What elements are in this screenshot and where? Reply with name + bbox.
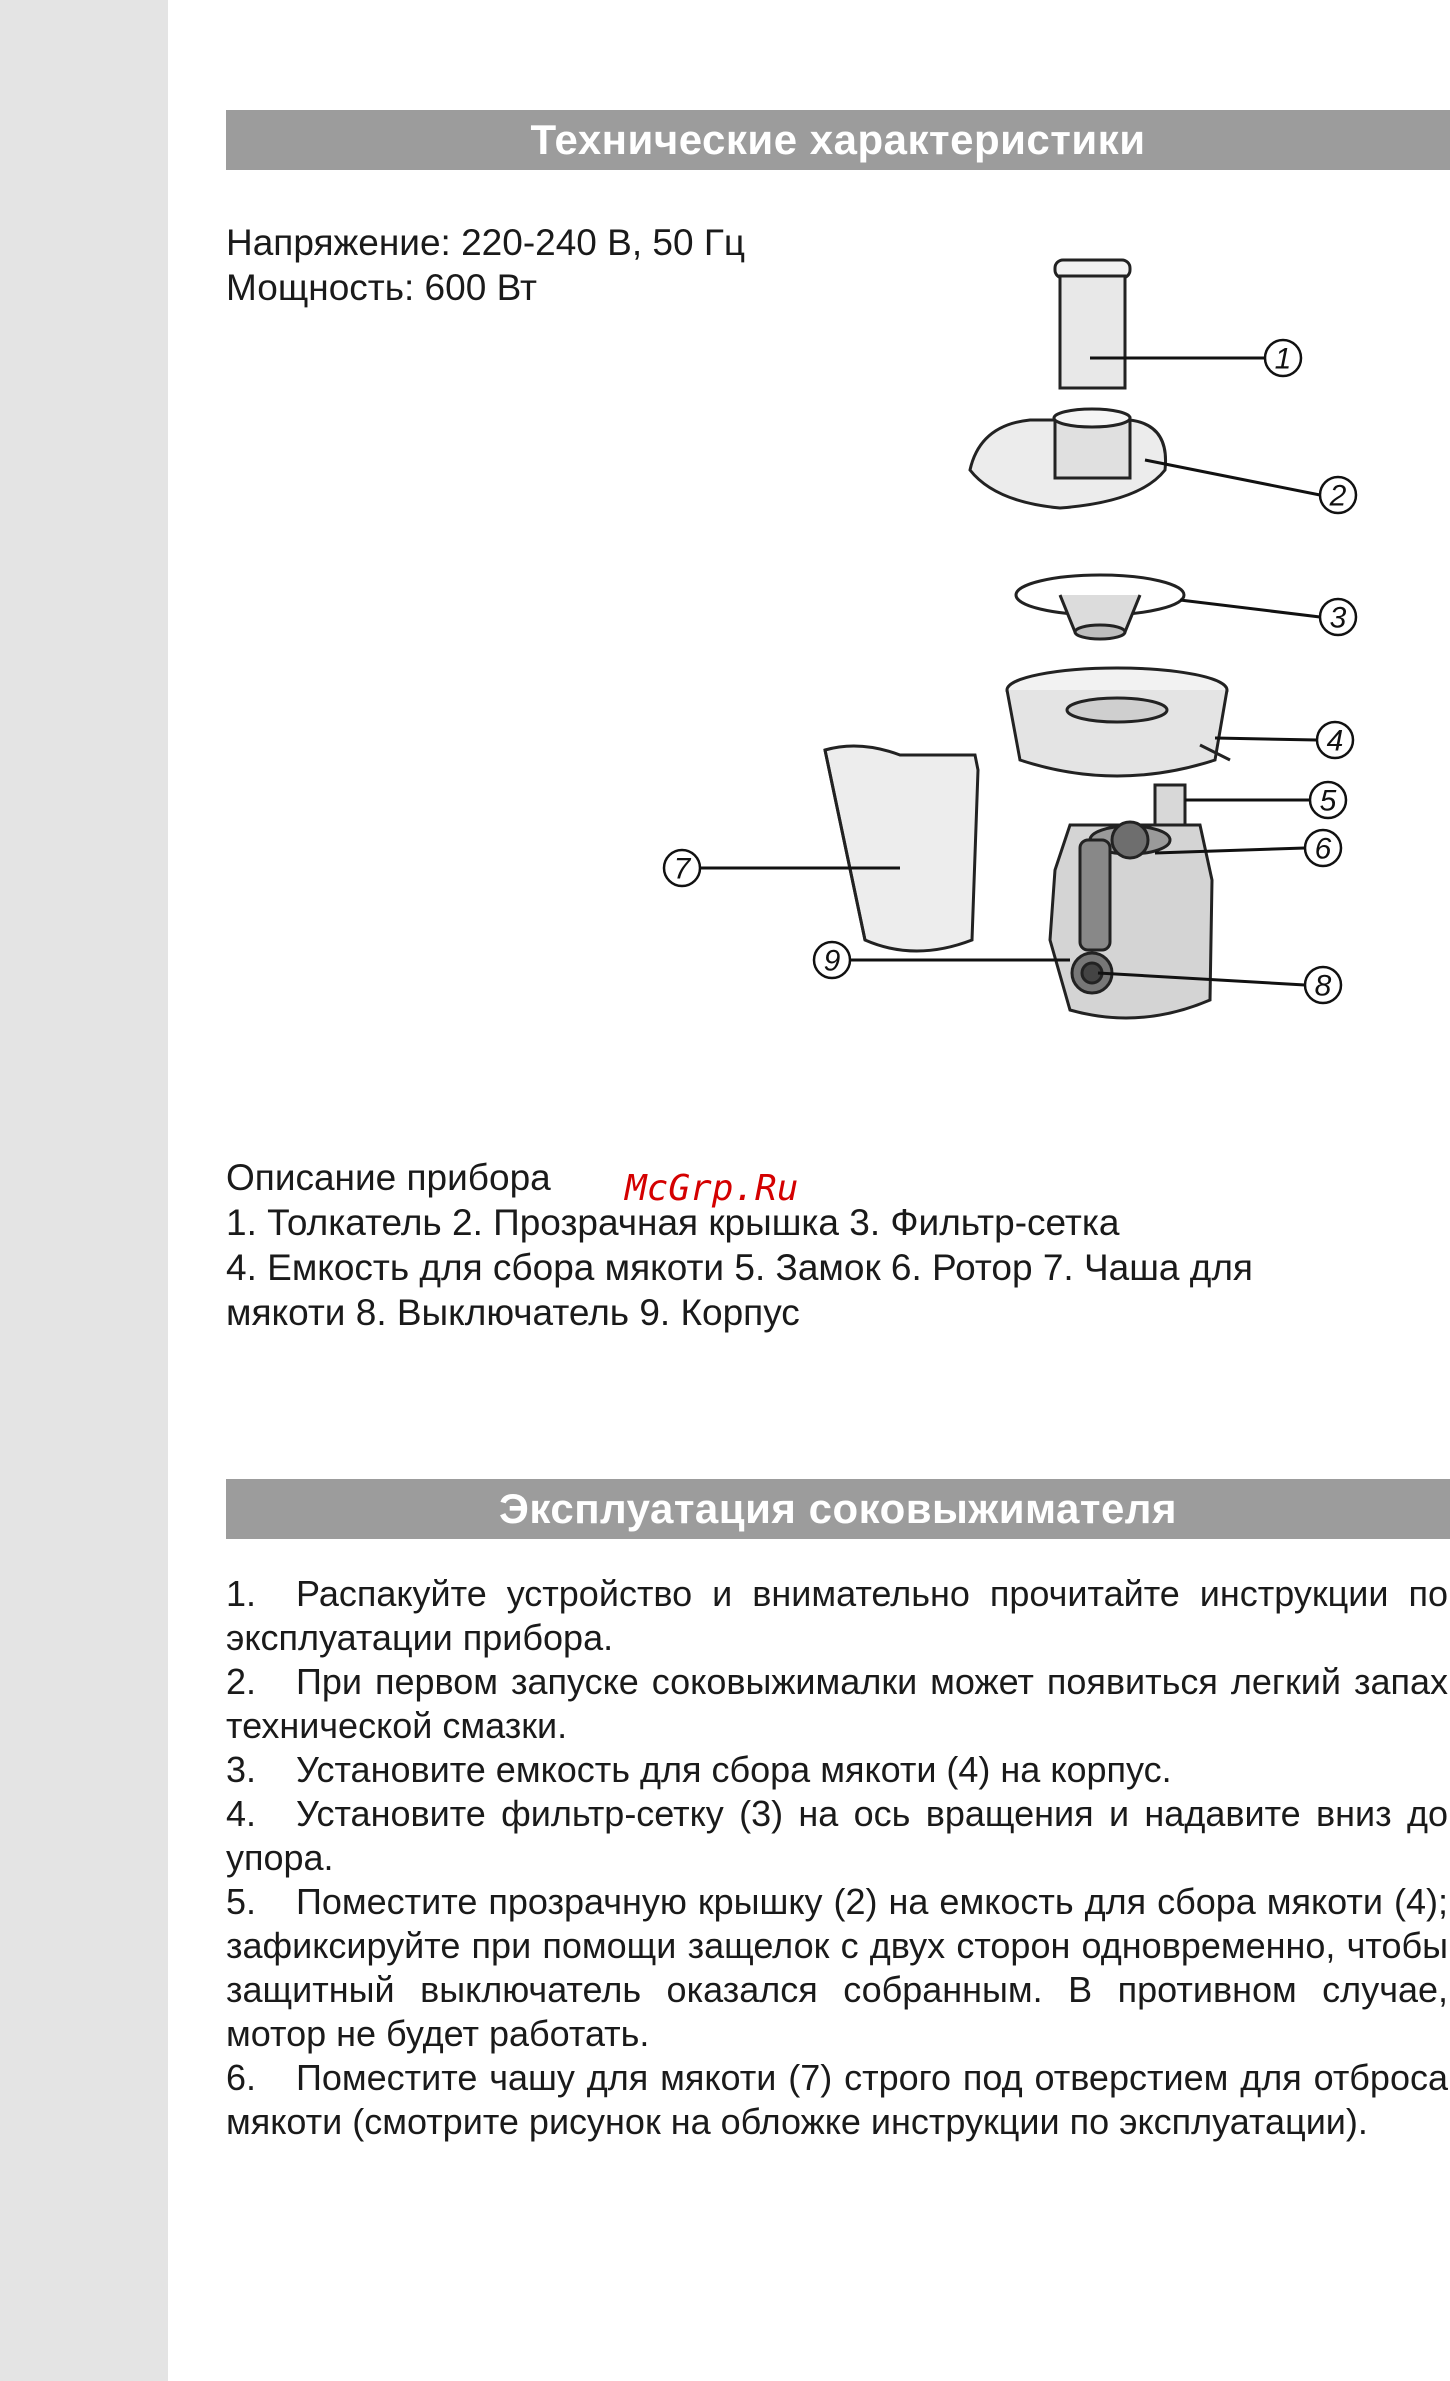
pulp-bowl-part bbox=[825, 746, 978, 951]
device-description bbox=[226, 1155, 1376, 1335]
operation-section-title: Эксплуатация соковыжимателя bbox=[226, 1479, 1450, 1539]
left-margin-strip bbox=[0, 0, 168, 2381]
description-line-3: мякоти 8. Выключатель 9. Корпус bbox=[226, 1292, 800, 1333]
description-line-1: 1. Толкатель 2. Прозрачная крышка 3. Фильтр-сетка bbox=[226, 1202, 1120, 1243]
callout-label-9: 9 bbox=[823, 944, 841, 978]
callout-label-8: 8 bbox=[1314, 969, 1332, 1003]
list-item: 1. Распакуйте устройство и внимательно прочитайте инструкции по эксплуатации прибора. bbox=[226, 1573, 1448, 1658]
filter-part bbox=[1016, 575, 1184, 639]
lid-part bbox=[970, 409, 1166, 508]
pulp-container-part bbox=[1007, 668, 1230, 776]
list-item: 4. Установите фильтр-сетку (3) на ось вращения и надавите вниз до упора. bbox=[226, 1793, 1448, 1878]
description-heading: Описание прибора bbox=[226, 1157, 551, 1198]
callout-label-7: 7 bbox=[673, 852, 691, 886]
list-item: 2. При первом запуске соковыжималки может появиться легкий запах технической смазки. bbox=[226, 1661, 1448, 1746]
callout-label-4: 4 bbox=[1326, 724, 1344, 758]
specs-section-title: Технические характеристики bbox=[226, 110, 1450, 170]
list-item: 5. Поместите прозрачную крышку (2) на емкость для сбора мякоти (4); зафиксируйте при помощи защелок с двух сторон одновременно, чтобы защитный выключатель оказался собранным. В противном случае, мотор не будет работать. bbox=[226, 1881, 1448, 2054]
list-item: 6. Поместите чашу для мякоти (7) строго под отверстием для отброса мякоти (смотрите рисунок на обложке инструкции по эксплуатации). bbox=[226, 2057, 1448, 2142]
list-item: 3. Установите емкость для сбора мякоти (4) на корпус. bbox=[226, 1749, 1172, 1790]
callout-label-1: 1 bbox=[1274, 342, 1292, 376]
power-spec: Мощность: 600 Вт bbox=[226, 267, 537, 308]
callout-label-5: 5 bbox=[1319, 784, 1337, 818]
callout-label-2: 2 bbox=[1329, 479, 1347, 513]
voltage-spec: Напряжение: 220-240 В, 50 Гц bbox=[226, 222, 746, 263]
pusher-part bbox=[1055, 260, 1130, 388]
callout-label-6: 6 bbox=[1314, 832, 1332, 866]
callout-label-3: 3 bbox=[1329, 601, 1347, 635]
diagram-svg bbox=[600, 240, 1420, 1060]
operation-steps-list bbox=[226, 1572, 1448, 2144]
juicer-exploded-diagram bbox=[600, 240, 1420, 1060]
watermark-text: McGrp.Ru bbox=[625, 1168, 799, 1209]
description-line-2: 4. Емкость для сбора мякоти 5. Замок 6. Ротор 7. Чаша для bbox=[226, 1247, 1253, 1288]
